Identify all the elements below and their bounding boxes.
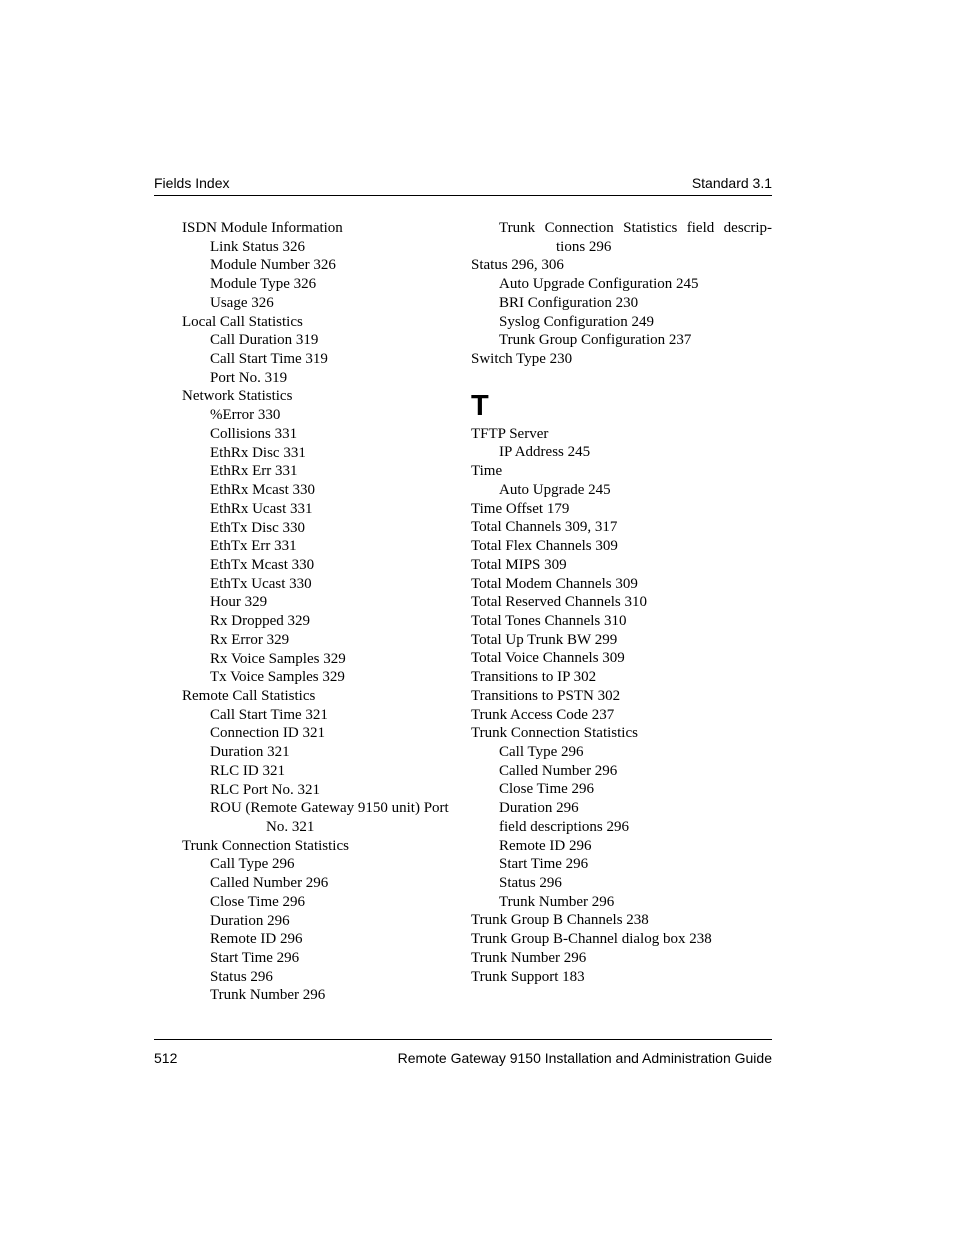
index-subentry: BRI Configuration 230 [499, 294, 639, 311]
index-subentry: Remote ID 296 [210, 931, 303, 948]
index-subentry: Rx Voice Samples 329 [210, 650, 346, 667]
index-subentry: Close Time 296 [499, 781, 595, 798]
index-subentry: Port No. 319 [210, 369, 288, 386]
index-subentry: Rx Error 329 [210, 631, 290, 648]
index-entry: Total MIPS 309 [471, 556, 567, 573]
index-column-left [182, 219, 472, 1005]
section-letter-heading: T [471, 389, 489, 422]
footer-rule [154, 1039, 772, 1040]
header-version: Standard 3.1 [691, 175, 772, 191]
index-subentry: Status 296 [499, 875, 562, 891]
index-entry: TFTP Server [471, 425, 549, 442]
index-continued-entries [471, 219, 772, 369]
index-entry: Transitions to PSTN 302 [471, 687, 621, 704]
index-entry: Remote Call Statistics [182, 687, 316, 704]
index-entry: Time [471, 463, 503, 480]
index-subentry: Call Start Time 319 [210, 351, 328, 368]
index-subentry: RLC ID 321 [210, 762, 285, 779]
index-entry: Transitions to IP 302 [471, 669, 597, 686]
index-subentry: Link Status 326 [210, 238, 306, 255]
index-subentry: Duration 296 [499, 800, 579, 817]
index-subentry: Trunk Number 296 [499, 893, 615, 910]
index-subentry: Call Type 296 [499, 743, 584, 760]
index-subentry: EthTx Mcast 330 [210, 556, 315, 573]
index-entry: Trunk Support 183 [471, 968, 585, 985]
index-entry: Switch Type 230 [471, 351, 573, 368]
index-entry: ISDN Module Information [182, 220, 343, 236]
index-subentry: Module Number 326 [210, 257, 336, 274]
index-subentry: Remote ID 296 [499, 837, 592, 854]
index-subentry: Syslog Configuration 249 [499, 313, 655, 330]
index-subentry: Duration 296 [210, 912, 290, 929]
index-subentry: Status 296 [210, 968, 273, 985]
index-subentry: Hour 329 [210, 594, 268, 611]
index-entry: Total Reserved Channels 310 [471, 594, 647, 611]
index-subentry: Called Number 296 [499, 762, 618, 779]
index-subentry: Start Time 296 [210, 950, 300, 967]
index-subentry: Auto Upgrade 245 [499, 481, 611, 498]
index-subentry: EthTx Disc 330 [210, 519, 305, 536]
index-subentry: Duration 321 [210, 744, 290, 761]
index-subentry: Trunk Group Configuration 237 [499, 332, 692, 349]
index-entry: Trunk Connection Statistics [471, 725, 638, 742]
index-entry: Local Call Statistics [182, 313, 303, 330]
index-subentry: Call Type 296 [210, 856, 295, 873]
index-entry: Total Flex Channels 309 [471, 538, 618, 555]
index-entry: Total Up Trunk BW 299 [471, 631, 618, 648]
index-entry: Trunk Connection Statistics [182, 837, 349, 854]
index-entry: Trunk Group B-Channel dialog box 238 [471, 931, 712, 948]
index-entry: Total Channels 309, 317 [471, 519, 618, 536]
index-subentry: Trunk Number 296 [210, 987, 326, 1004]
index-entry: Total Modem Channels 309 [471, 575, 638, 592]
index-subentry: Start Time 296 [499, 856, 589, 873]
index-subentry: Module Type 326 [210, 276, 317, 293]
header-section-title: Fields Index [154, 175, 230, 191]
index-subentry: ROU (Remote Gateway 9150 unit) Port No. 321 [210, 800, 449, 835]
index-subentry: Called Number 296 [210, 875, 329, 892]
index-subentry: Auto Upgrade Configuration 245 [499, 276, 699, 293]
index-entry: Network Statistics [182, 388, 293, 405]
index-subentry: RLC Port No. 321 [210, 781, 321, 798]
index-subentry: Collisions 331 [210, 425, 298, 442]
index-subentry: Tx Voice Samples 329 [210, 669, 345, 686]
index-subentry: EthRx Disc 331 [210, 444, 306, 461]
index-subentry: IP Address 245 [499, 444, 591, 461]
header-rule [154, 195, 772, 196]
index-subentry: Call Start Time 321 [210, 706, 328, 723]
index-entry: Total Voice Channels 309 [471, 650, 625, 667]
index-subentry: Call Duration 319 [210, 332, 319, 349]
index-letter-t-entries [471, 425, 772, 987]
index-entry: Trunk Number 296 [471, 949, 587, 966]
index-subentry: EthRx Mcast 330 [210, 482, 315, 499]
index-subentry: Trunk Connection Statistics field descrip-tions 296 [499, 220, 772, 255]
index-subentry: Usage 326 [210, 294, 274, 311]
index-subentry: %Error 330 [210, 407, 281, 424]
index-entry: Status 296, 306 [471, 257, 564, 274]
index-subentry: Close Time 296 [210, 893, 306, 910]
index-entry: Trunk Access Code 237 [471, 706, 615, 723]
index-subentry: EthTx Ucast 330 [210, 575, 312, 592]
index-subentry: EthRx Ucast 331 [210, 500, 313, 517]
index-subentry: Connection ID 321 [210, 725, 325, 742]
page-footer [154, 1050, 772, 1070]
page-header [154, 175, 772, 195]
index-subentry: field descriptions 296 [499, 818, 629, 835]
index-entry: Trunk Group B Channels 238 [471, 912, 649, 929]
index-entry: Total Tones Channels 310 [471, 612, 627, 629]
index-subentry: EthRx Err 331 [210, 463, 298, 480]
index-column-right [471, 219, 772, 986]
document-title: Remote Gateway 9150 Installation and Administration Guide [397, 1050, 772, 1066]
index-subentry: Rx Dropped 329 [210, 613, 310, 630]
index-subentry: EthTx Err 331 [210, 538, 297, 555]
page-number: 512 [154, 1050, 178, 1066]
index-entry: Time Offset 179 [471, 500, 570, 517]
